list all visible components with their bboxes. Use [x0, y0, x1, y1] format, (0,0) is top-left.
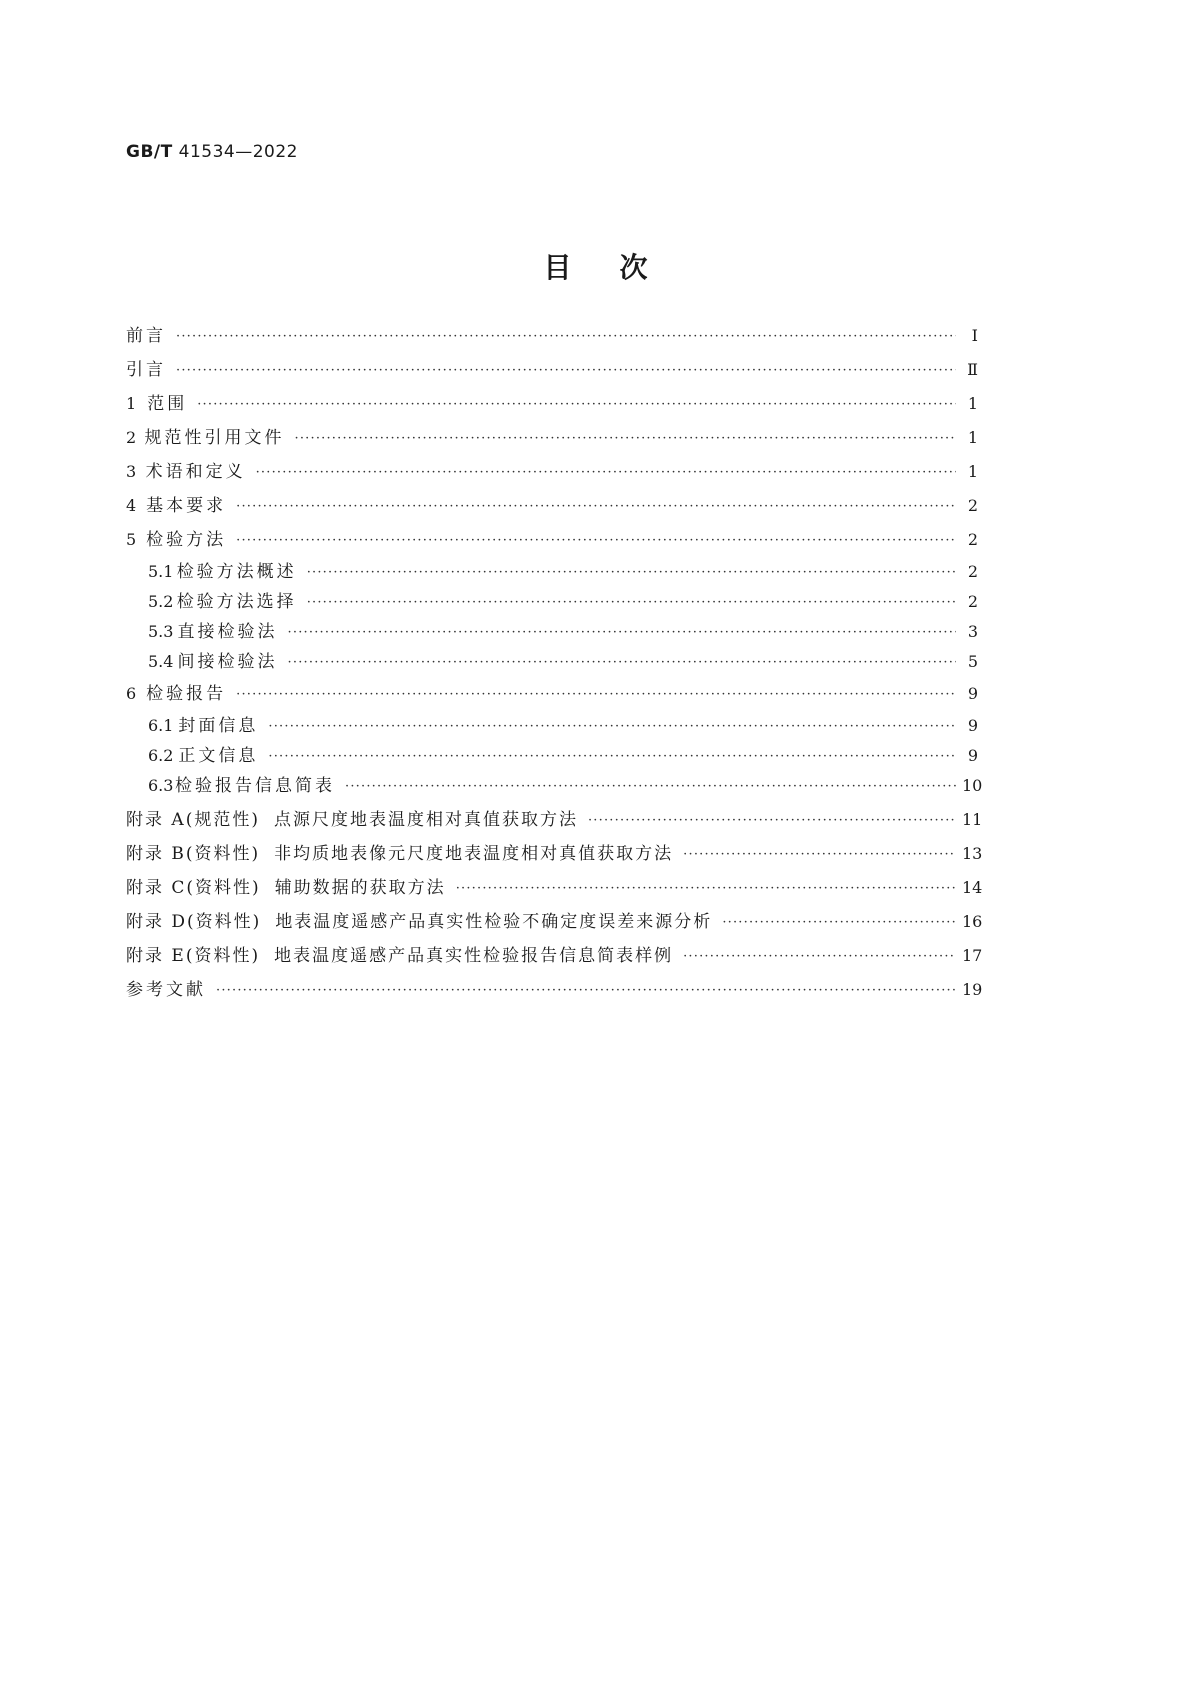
- toc-entry-section-3[interactable]: [126, 460, 978, 484]
- toc-page-number: 19: [962, 980, 983, 999]
- toc-leader-dots: [268, 745, 956, 769]
- toc-page-number: 5: [967, 652, 978, 671]
- toc-page-number: 14: [962, 878, 983, 897]
- toc-label: 地表温度遥感产品真实性检验不确定度误差来源分析: [275, 912, 713, 932]
- toc-appendix-category: (资料性): [186, 878, 261, 898]
- toc-page-number: 9: [967, 746, 978, 765]
- toc-heading: 目次: [543, 251, 696, 284]
- toc-leader-dots: [307, 561, 956, 585]
- toc-entry-section-5-1[interactable]: [126, 560, 978, 584]
- toc-label: 检验方法选择: [176, 592, 297, 612]
- standard-number: 41534—2022: [178, 142, 298, 162]
- toc-section-number: 5.2: [148, 592, 174, 611]
- toc-label: 范围: [147, 394, 188, 414]
- toc-leader-dots: [268, 715, 956, 739]
- standard-code: [126, 142, 298, 162]
- toc-section-number: 4: [126, 496, 137, 515]
- toc-page-number: Ⅰ: [971, 326, 978, 345]
- toc-entry-section-5[interactable]: [126, 528, 978, 552]
- toc-leader-dots: [456, 877, 956, 901]
- toc-label: 间接检验法: [177, 652, 278, 672]
- toc-page-number: 1: [967, 428, 978, 447]
- toc-leader-dots: [256, 461, 956, 485]
- toc-leader-dots: [683, 843, 956, 867]
- toc-section-number: 6.2: [148, 746, 174, 765]
- toc-page-number: Ⅱ: [967, 360, 978, 379]
- toc-leader-dots: [294, 427, 956, 451]
- toc-entry-section-6-1[interactable]: [126, 714, 978, 738]
- toc-appendix-category: (规范性): [185, 810, 260, 830]
- toc-appendix-category: (资料性): [187, 912, 262, 932]
- toc-label: 参考文献: [126, 980, 206, 1000]
- toc-entry-appendix-e[interactable]: [126, 944, 983, 968]
- toc-section-number: 5.1: [148, 562, 174, 581]
- toc-label: 非均质地表像元尺度地表温度相对真值获取方法: [274, 844, 674, 864]
- toc-leader-dots: [683, 945, 956, 969]
- toc-leader-dots: [288, 651, 956, 675]
- toc-label: 术语和定义: [145, 462, 246, 482]
- toc-leader-dots: [236, 495, 956, 519]
- toc-leader-dots: [236, 529, 956, 553]
- toc-label: 直接检验法: [177, 622, 278, 642]
- toc-page-number: 2: [967, 530, 978, 549]
- standard-prefix: GB/T: [126, 142, 173, 162]
- toc-leader-dots: [288, 621, 956, 645]
- toc-page-number: 10: [962, 776, 983, 795]
- toc-leader-dots: [197, 393, 956, 417]
- toc-page-number: 11: [962, 810, 983, 829]
- toc-page-number: 1: [967, 394, 978, 413]
- toc-appendix-prefix: 附录 B: [126, 844, 186, 864]
- toc-entry-preface[interactable]: [126, 324, 978, 348]
- toc-leader-dots: [345, 775, 956, 799]
- toc-label: 检验方法概述: [176, 562, 297, 582]
- toc-leader-dots: [307, 591, 956, 615]
- toc-page-number: 9: [967, 684, 978, 703]
- toc-section-number: 6: [126, 684, 137, 703]
- toc-leader-dots: [216, 979, 956, 1003]
- toc-entry-appendix-a[interactable]: [126, 808, 983, 832]
- toc-page-number: 2: [967, 562, 978, 581]
- toc-leader-dots: [176, 325, 956, 349]
- toc-section-number: 1: [126, 394, 137, 413]
- toc-label: 正文信息: [178, 746, 259, 766]
- toc-label: 引言: [126, 360, 166, 380]
- toc-label: 封面信息: [178, 716, 259, 736]
- toc-label: 检验报告信息简表: [175, 776, 335, 796]
- toc-entry-section-1[interactable]: [126, 392, 978, 416]
- toc-entry-appendix-d[interactable]: [126, 910, 983, 934]
- toc-section-number: 2: [126, 428, 137, 447]
- toc-leader-dots: [236, 683, 956, 707]
- toc-label: 点源尺度地表温度相对真值获取方法: [273, 810, 578, 830]
- toc-appendix-prefix: 附录 C: [126, 878, 187, 898]
- toc-label: 检验方法: [146, 530, 227, 550]
- toc-entry-section-2[interactable]: [126, 426, 978, 450]
- toc-label: 检验报告: [146, 684, 227, 704]
- toc-section-number: 3: [126, 462, 137, 481]
- toc-leader-dots: [176, 359, 956, 383]
- toc-appendix-prefix: 附录 D: [126, 912, 188, 932]
- toc-appendix-prefix: 附录 A: [126, 810, 186, 830]
- toc-section-number: 6.3: [148, 776, 174, 795]
- toc-page-number: 2: [967, 496, 978, 515]
- toc-section-number: 6.1: [148, 716, 174, 735]
- toc-section-number: 5: [126, 530, 137, 549]
- toc-label: 规范性引用文件: [144, 428, 285, 448]
- toc-entry-section-5-2[interactable]: [126, 590, 978, 614]
- toc-appendix-category: (资料性): [185, 844, 261, 864]
- toc-page-number: 16: [962, 912, 983, 931]
- toc-label: 前言: [126, 326, 166, 346]
- toc-page-number: 17: [962, 946, 983, 965]
- toc-leader-dots: [722, 911, 956, 935]
- toc-page-number: 13: [962, 844, 983, 863]
- toc-entry-section-5-3[interactable]: [126, 620, 978, 644]
- toc-page-number: 1: [967, 462, 978, 481]
- toc-label: 地表温度遥感产品真实性检验报告信息简表样例: [274, 946, 674, 966]
- toc-entry-section-6-2[interactable]: [126, 744, 978, 768]
- toc-label: 基本要求: [146, 496, 227, 516]
- toc-entry-section-4[interactable]: [126, 494, 978, 518]
- toc-page-number: 3: [967, 622, 978, 641]
- toc-entry-section-5-4[interactable]: [126, 650, 978, 674]
- toc-entry-appendix-b[interactable]: [126, 842, 983, 866]
- toc-appendix-category: (资料性): [185, 946, 261, 966]
- toc-entry-appendix-c[interactable]: [126, 876, 983, 900]
- toc-page-number: 9: [967, 716, 978, 735]
- toc-label: 辅助数据的获取方法: [274, 878, 446, 898]
- toc-entry-references[interactable]: [126, 978, 983, 1002]
- toc-appendix-prefix: 附录 E: [126, 946, 186, 966]
- toc-page-number: 2: [967, 592, 978, 611]
- toc-entry-section-6[interactable]: [126, 682, 978, 706]
- toc-section-number: 5.3: [148, 622, 174, 641]
- toc-entry-intro[interactable]: [126, 358, 978, 382]
- toc-entry-section-6-3[interactable]: [126, 774, 983, 798]
- toc-section-number: 5.4: [148, 652, 174, 671]
- toc-leader-dots: [588, 809, 956, 833]
